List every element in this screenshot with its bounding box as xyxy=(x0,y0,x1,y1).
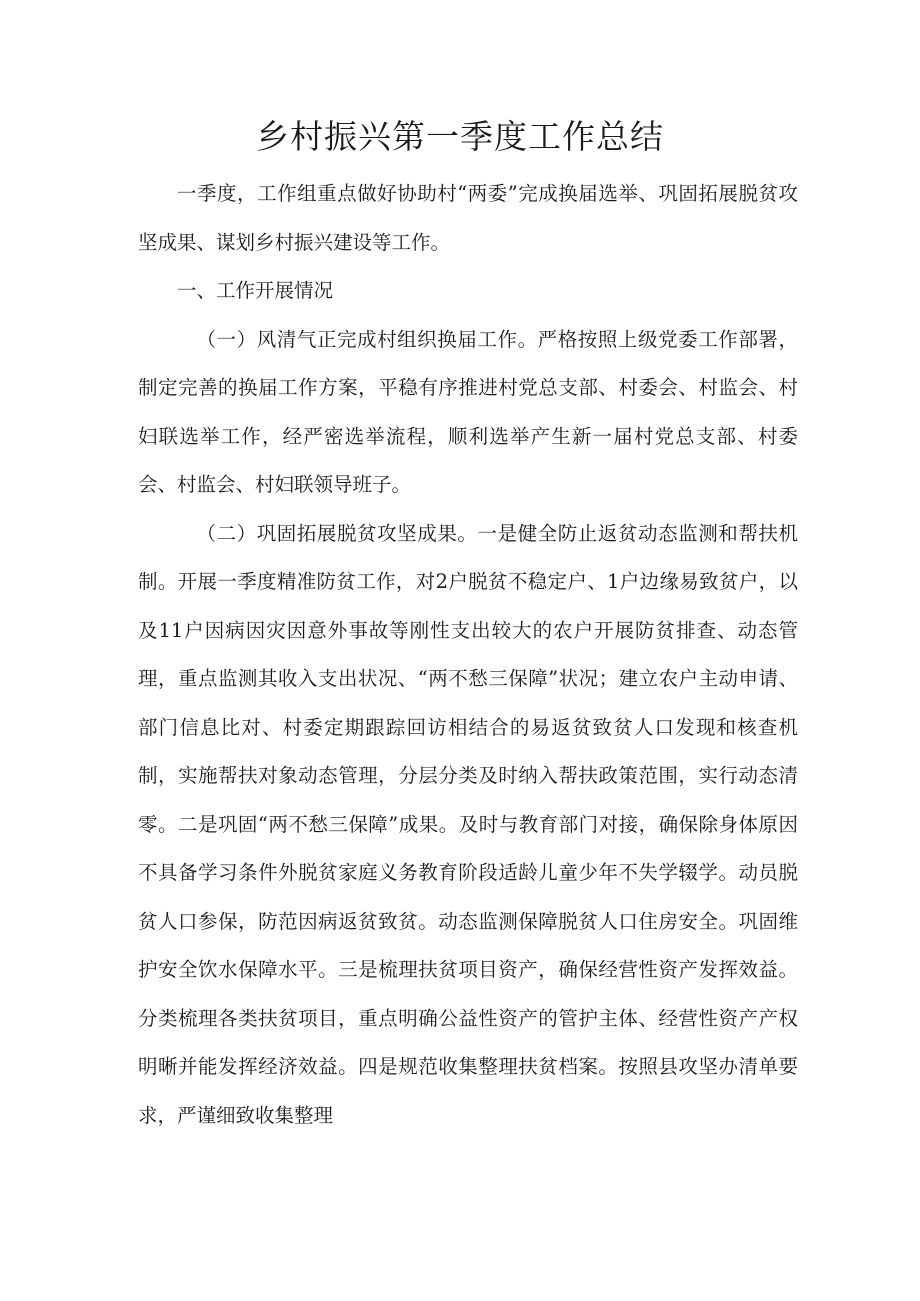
section-heading-work-progress: 一、工作开展情况 xyxy=(177,279,334,302)
document-title: 乡村振兴第一季度工作总结 xyxy=(256,117,664,156)
intro-paragraph: 一季度，工作组重点做好协助村“两委”完成换届选举、巩固拓展脱贫攻坚成果、谋划乡村振兴建设等工作。 xyxy=(138,182,798,254)
paragraph-poverty-consolidation: （二）巩固拓展脱贫攻坚成果。一是健全防止返贫动态监测和帮扶机制。开展一季度精准防贫工作，对2户脱贫不稳定户、1户边缘易致贫户，以及11户因病因灾因意外事故等刚性支出较大的农户开展防贫排查、动态管理，重点监测其收入支出状况、“两不愁三保障”状况；建立农户主动申请、部门信息比对、村委定期跟踪回访相结合的易返贫致贫人口发现和核查机制，实施帮扶对象动态管理，分层分类及时纳入帮扶政策范围，实行动态清零。二是巩固“两不愁三保障”成果。及时与教育部门对接，确保除身体原因不具备学习条件外脱贫家庭义务教育阶段适龄儿童少年不失学辍学。动员脱贫人口参保，防范因病返贫致贫。动态监测保障脱贫人口住房安全。巩固维护安全饮水保障水平。三是梳理扶贫项目资产，确保经营性资产发挥效益。分类梳理各类扶贫项目，重点明确公益性资产的管护主体、经营性资产产权明晰并能发挥经济效益。四是规范收集整理扶贫档案。按照县攻坚办清单要求，严谨细致收集整理 xyxy=(138,521,798,1127)
document-body xyxy=(138,170,798,1140)
paragraph-village-election: （一）风清气正完成村组织换届工作。严格按照上级党委工作部署，制定完善的换届工作方案，平稳有序推进村党总支部、村委会、村监会、村妇联选举工作，经严密选举流程，顺利选举产生新一届村党总支部、村委会、村监会、村妇联领导班子。 xyxy=(138,327,798,496)
